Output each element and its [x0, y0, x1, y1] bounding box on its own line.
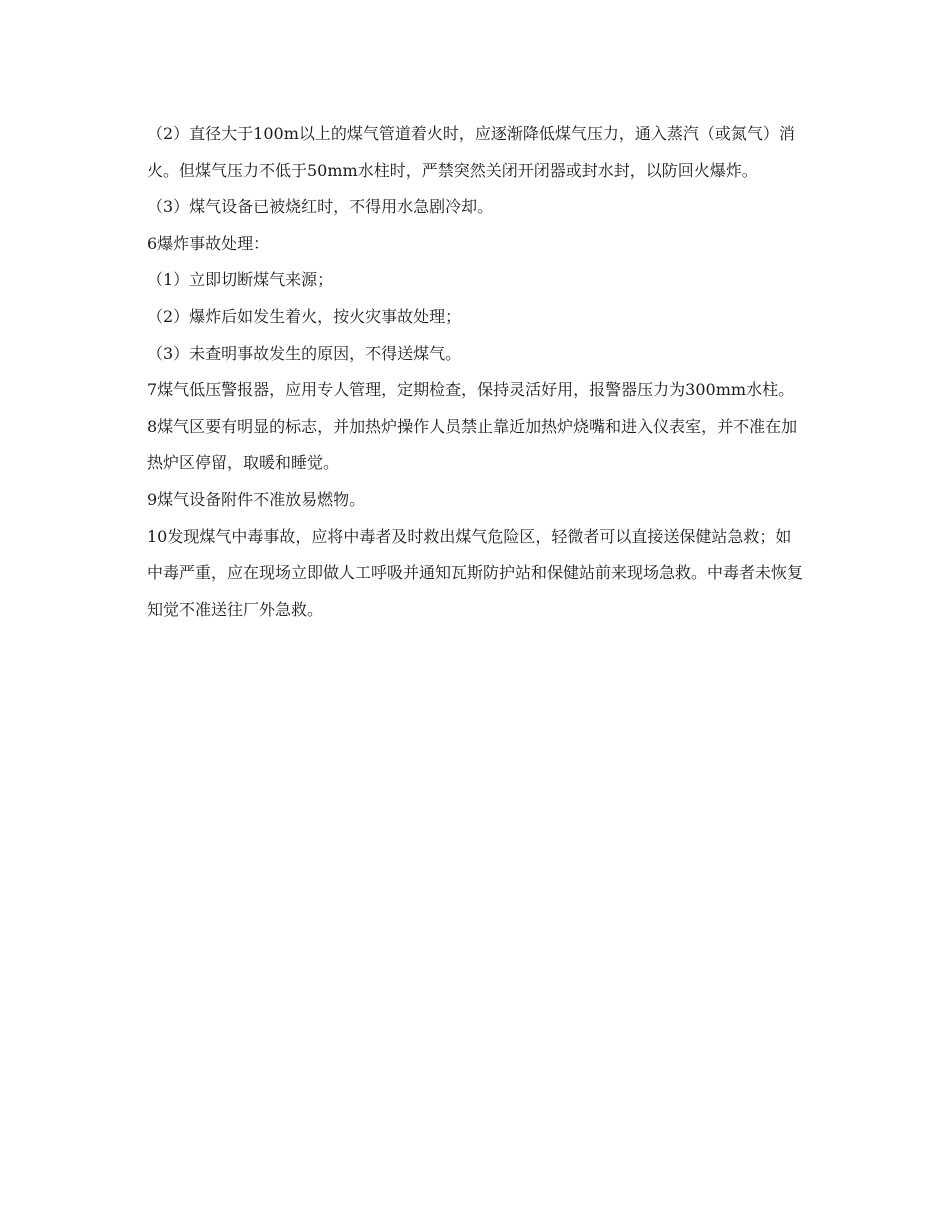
paragraph-low-pressure-alarm: 7煤气低压警报器，应用专人管理，定期检查，保持灵活好用，报警器压力为300mm水柱。 — [147, 380, 795, 400]
paragraph-gas-poisoning: 10发现煤气中毒事故，应将中毒者及时救出煤气危险区，轻微者可以直接送保健站急救；如中毒严重，应在现场立即做人工呼吸并通知瓦斯防护站和保健站前来现场急救。中毒者未恢复知觉不准送往厂外急救。 — [147, 526, 804, 619]
paragraph-explosion-step-1: （1）立即切断煤气来源； — [147, 270, 334, 290]
paragraph-explosion-step-2: （2）爆炸后如发生着火，按火灾事故处理； — [147, 306, 462, 326]
paragraph-explosion-step-3: （3）未查明事故发生的原因，不得送煤气。 — [147, 343, 462, 363]
paragraph-gas-area-signs: 8煤气区要有明显的标志，并加热炉操作人员禁止靠近加热炉烧嘴和进入仪表室，并不准在加热炉区停留，取暖和睡觉。 — [147, 416, 798, 473]
paragraph-no-flammables: 9煤气设备附件不准放易燃物。 — [147, 489, 366, 509]
paragraph-red-hot-equipment: （3）煤气设备已被烧红时，不得用水急剧冷却。 — [147, 197, 494, 217]
paragraph-gas-pipe-fire: （2）直径大于100m以上的煤气管道着火时，应逐渐降低煤气压力，通入蒸汽（或氮气）消火。但煤气压力不低于50mm水柱时，严禁突然关闭开闭器或封水封，以防回火爆炸。 — [147, 124, 795, 180]
document-body — [147, 116, 807, 628]
paragraph-explosion-heading: 6爆炸事故处理： — [147, 233, 270, 253]
